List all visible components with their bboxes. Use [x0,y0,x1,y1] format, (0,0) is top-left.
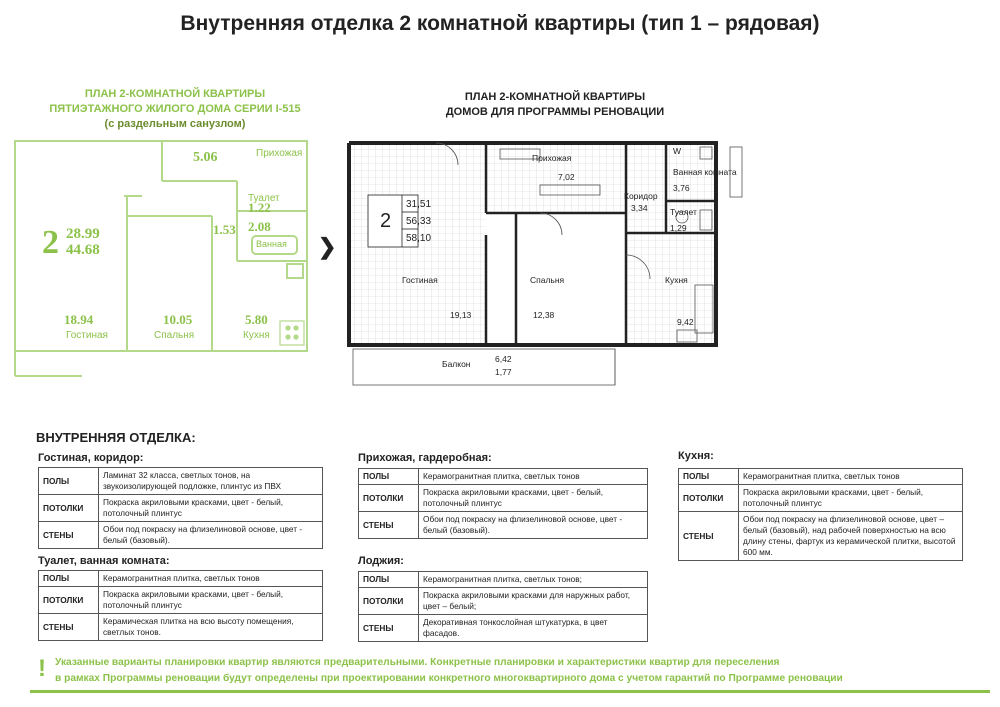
table-row [359,588,648,615]
row-value: Обои под покраску на флизелиновой основе, цвет - белый (базовый). [99,522,323,549]
new-area-1: 31,51 [406,199,432,210]
new-living-area: 19,13 [450,310,472,320]
row-value: Ламинат 32 класса, светлых тонов, на звукоизолирующей подложке, плинтус из ПВХ [99,468,323,495]
bath-finish-table [38,570,323,641]
row-key: ПОЛЫ [679,469,739,485]
table-row [679,469,963,485]
row-value: Декоративная тонкослойная штукатурка, в цвет фасадов. [419,615,648,642]
old-total-area: 44.68 [66,242,100,258]
new-living-label: Гостиная [402,275,438,285]
new-balcony-area-1: 6,42 [495,354,512,364]
old-plan-caption-line3: (с раздельным санузлом) [104,118,246,130]
old-corridor-area: 1.53 [213,222,236,237]
old-bedroom-area: 10.05 [163,312,193,327]
old-toilet-label: Туалет [248,193,280,204]
old-toilet-area: 1.22 [248,200,271,215]
table-row [359,469,648,485]
row-value: Обои под покраску на флизелиновой основе, цвет - белый (базовый). [419,512,648,539]
row-value: Керамогранитная плитка, светлых тонов [419,469,648,485]
table-row [39,495,323,522]
new-balcony-area-2: 1,77 [495,367,512,377]
old-bedroom-label: Спальня [154,330,195,341]
new-hall-area: 7,02 [558,172,575,182]
new-hall-label: Прихожая [532,153,572,163]
note-line1: Указанные варианты планировки квартир являются предварительными. Конкретные планировки и характеристики квартир для переселения [55,657,780,668]
row-key: ПОТОЛКИ [359,485,419,512]
row-key: ПОЛЫ [359,469,419,485]
arrow-icon: ❯ [318,234,337,259]
page-title: Внутренняя отделка 2 комнатной квартиры (тип 1 – рядовая) [180,12,820,35]
row-key: СТЕНЫ [359,512,419,539]
table-row [359,512,648,539]
table-row [39,468,323,495]
row-key: ПОЛЫ [39,571,99,587]
new-area-2: 56,33 [406,216,432,227]
row-key: ПОЛЫ [359,572,419,588]
new-kitchen-area: 9,42 [677,317,694,327]
row-key: СТЕНЫ [39,522,99,549]
row-value: Покраска акриловыми красками, цвет - белый, потолочный плинтус [99,495,323,522]
row-value: Керамогранитная плитка, светлых тонов [99,571,323,587]
table-row [39,571,323,587]
exclamation-icon: ! [38,655,46,682]
row-key: СТЕНЫ [359,615,419,642]
new-plan-caption [395,90,715,120]
disclaimer-note [55,655,995,687]
old-hall-label: Прихожая [256,148,303,159]
table-row [679,485,963,512]
old-living-room-label: Гостиная [66,330,108,341]
new-kitchen-label: Кухня [665,275,688,285]
old-living-room-area: 18.94 [64,312,94,327]
new-plan-caption-line1: ПЛАН 2-КОМНАТНОЙ КВАРТИРЫ [464,91,646,103]
table-row [39,614,323,641]
table-row [359,485,648,512]
row-key: ПОТОЛКИ [679,485,739,512]
finishing-heading: ВНУТРЕННЯЯ ОТДЕЛКА: [36,430,196,445]
kitchen-finish-title: Кухня: [678,450,714,462]
new-w-label: W [673,146,682,156]
new-bath-area: 3,76 [673,183,690,193]
new-corridor-area: 3,34 [631,203,648,213]
row-value: Покраска акриловыми красками, цвет - белый, потолочный плинтус [99,587,323,614]
living-finish-title: Гостиная, коридор: [38,452,144,464]
old-kitchen-label: Кухня [243,330,270,341]
new-plan-caption-line2: ДОМОВ ДЛЯ ПРОГРАММЫ РЕНОВАЦИИ [445,106,665,118]
old-plan-caption-line2: ПЯТИЭТАЖНОГО ЖИЛОГО ДОМА СЕРИИ I-515 [49,103,301,115]
new-floor-plan [340,135,755,395]
old-hall-area: 5.06 [193,150,218,165]
old-kitchen-area: 5.80 [245,312,268,327]
table-row [39,587,323,614]
bath-finish-title: Туалет, ванная комната: [38,555,170,567]
table-row [359,615,648,642]
row-value: Керамогранитная плитка, светлых тонов [739,469,963,485]
table-row [679,512,963,561]
note-line2: в рамках Программы реновации будут определены при проектировании конкретного многоквартирного дома с учетом гарантий по Программе реновации [55,673,843,684]
row-value: Керамическая плитка на всю высоту помещения, светлых тонов. [99,614,323,641]
row-key: ПОЛЫ [39,468,99,495]
old-plan-caption [20,87,330,132]
new-bedroom-area: 12,38 [533,310,555,320]
row-value: Обои под покраску на флизелиновой основе, цвет – белый (базовый), над рабочей поверхностью на всю длину стены, фартук из керамической плитки, высотой 600 мм. [739,512,963,561]
new-rooms-count: 2 [380,210,392,232]
loggia-finish-table [358,571,648,642]
row-key: ПОТОЛКИ [39,495,99,522]
old-living-area: 28.99 [66,226,100,242]
old-bath-label: Ванная [256,239,287,249]
new-balcony-label: Балкон [442,359,471,369]
old-floor-plan [12,136,312,381]
row-key: ПОТОЛКИ [39,587,99,614]
table-row [39,522,323,549]
hall-finish-title: Прихожая, гардеробная: [358,452,492,464]
new-corridor-label: Коридор [624,191,658,201]
hall-finish-table [358,468,648,539]
loggia-finish-title: Лоджия: [358,555,404,567]
old-plan-caption-line1: ПЛАН 2-КОМНАТНОЙ КВАРТИРЫ [84,88,266,100]
new-bath-label: Ванная комната [673,167,737,177]
table-row [359,572,648,588]
row-value: Покраска акриловыми красками, цвет - белый, потолочный плинтус [419,485,648,512]
living-finish-table [38,467,323,549]
row-key: СТЕНЫ [39,614,99,641]
new-toilet-area: 1,29 [670,223,687,233]
bottom-divider [30,690,990,693]
old-bath-area: 2.08 [248,219,271,234]
new-toilet-label: Туалет [670,207,697,217]
new-bedroom-label: Спальня [530,275,565,285]
new-area-3: 58,10 [406,233,432,244]
row-key: ПОТОЛКИ [359,588,419,615]
row-value: Покраска акриловыми красками для наружных работ, цвет – белый; [419,588,648,615]
row-value: Керамогранитная плитка, светлых тонов; [419,572,648,588]
row-key: СТЕНЫ [679,512,739,561]
kitchen-finish-table [678,468,963,561]
old-rooms-count: 2 [42,224,59,261]
row-value: Покраска акриловыми красками, цвет - белый, потолочный плинтус [739,485,963,512]
